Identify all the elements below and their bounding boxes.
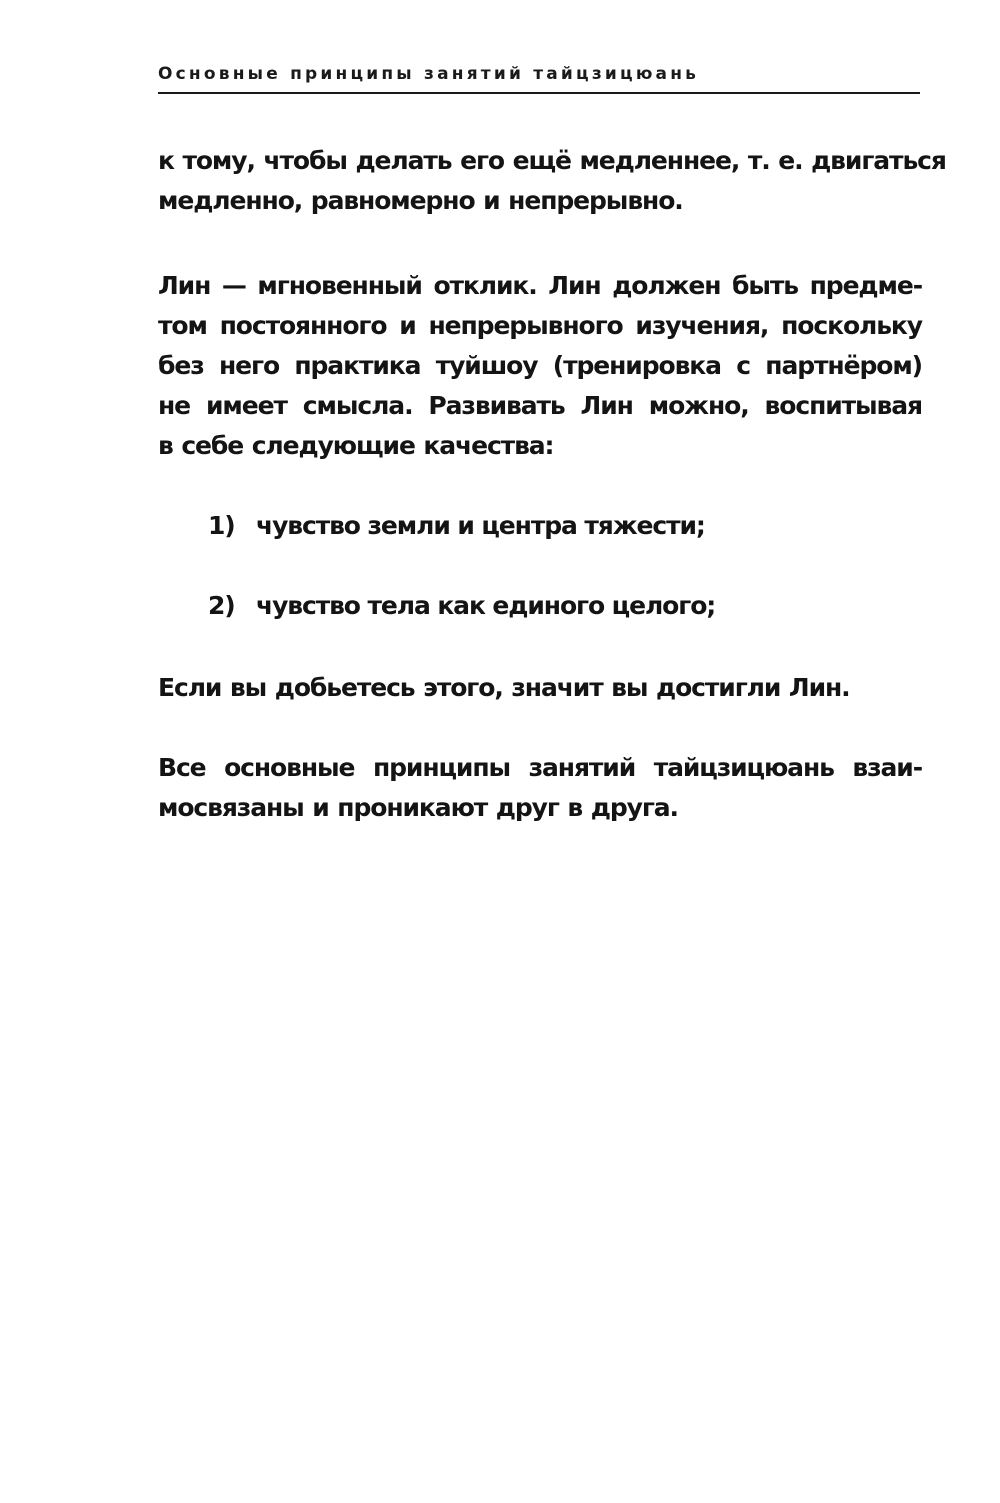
paragraph-continuation: [158, 141, 946, 221]
text-line: медленно, равномерно и непрерывно.: [158, 186, 683, 215]
list-item-text: чувство тела как единого целого;: [256, 591, 716, 620]
text-line: в себе следующие качества:: [158, 431, 554, 460]
text-line: Все основные принципы занятий тайцзицюань взаи-: [158, 753, 922, 782]
paragraph-result: [158, 668, 922, 708]
list-item: [208, 506, 908, 546]
list-marker: 1): [208, 511, 235, 540]
text-line: к тому, чтобы делать его ещё медленнее, т. е. двигаться: [158, 146, 946, 175]
text-line: не имеет смысла. Развивать Лин можно, воспитывая: [158, 391, 922, 420]
list-marker: 2): [208, 591, 235, 620]
term-lin: Лин: [158, 271, 211, 300]
running-head-title: Основные принципы занятий тайцзицюань: [158, 64, 700, 84]
text-line: без него практика туйшоу (тренировка с партнёром): [158, 351, 922, 380]
paragraph-final: [158, 748, 922, 828]
text-line: мосвязаны и проникают друг в друга.: [158, 793, 678, 822]
running-head: [158, 62, 920, 94]
text-line: [158, 266, 922, 306]
list-item: [208, 586, 908, 626]
text-line: Если вы добьетесь этого, значит вы достигли Лин.: [158, 673, 850, 702]
list-item-text: чувство земли и центра тяжести;: [256, 511, 705, 540]
text-line: том постоянного и непрерывного изучения, поскольку: [158, 311, 922, 340]
paragraph-lin: [158, 266, 922, 466]
definition-text: — мгновенный отклик. Лин должен быть предме-: [210, 271, 922, 300]
